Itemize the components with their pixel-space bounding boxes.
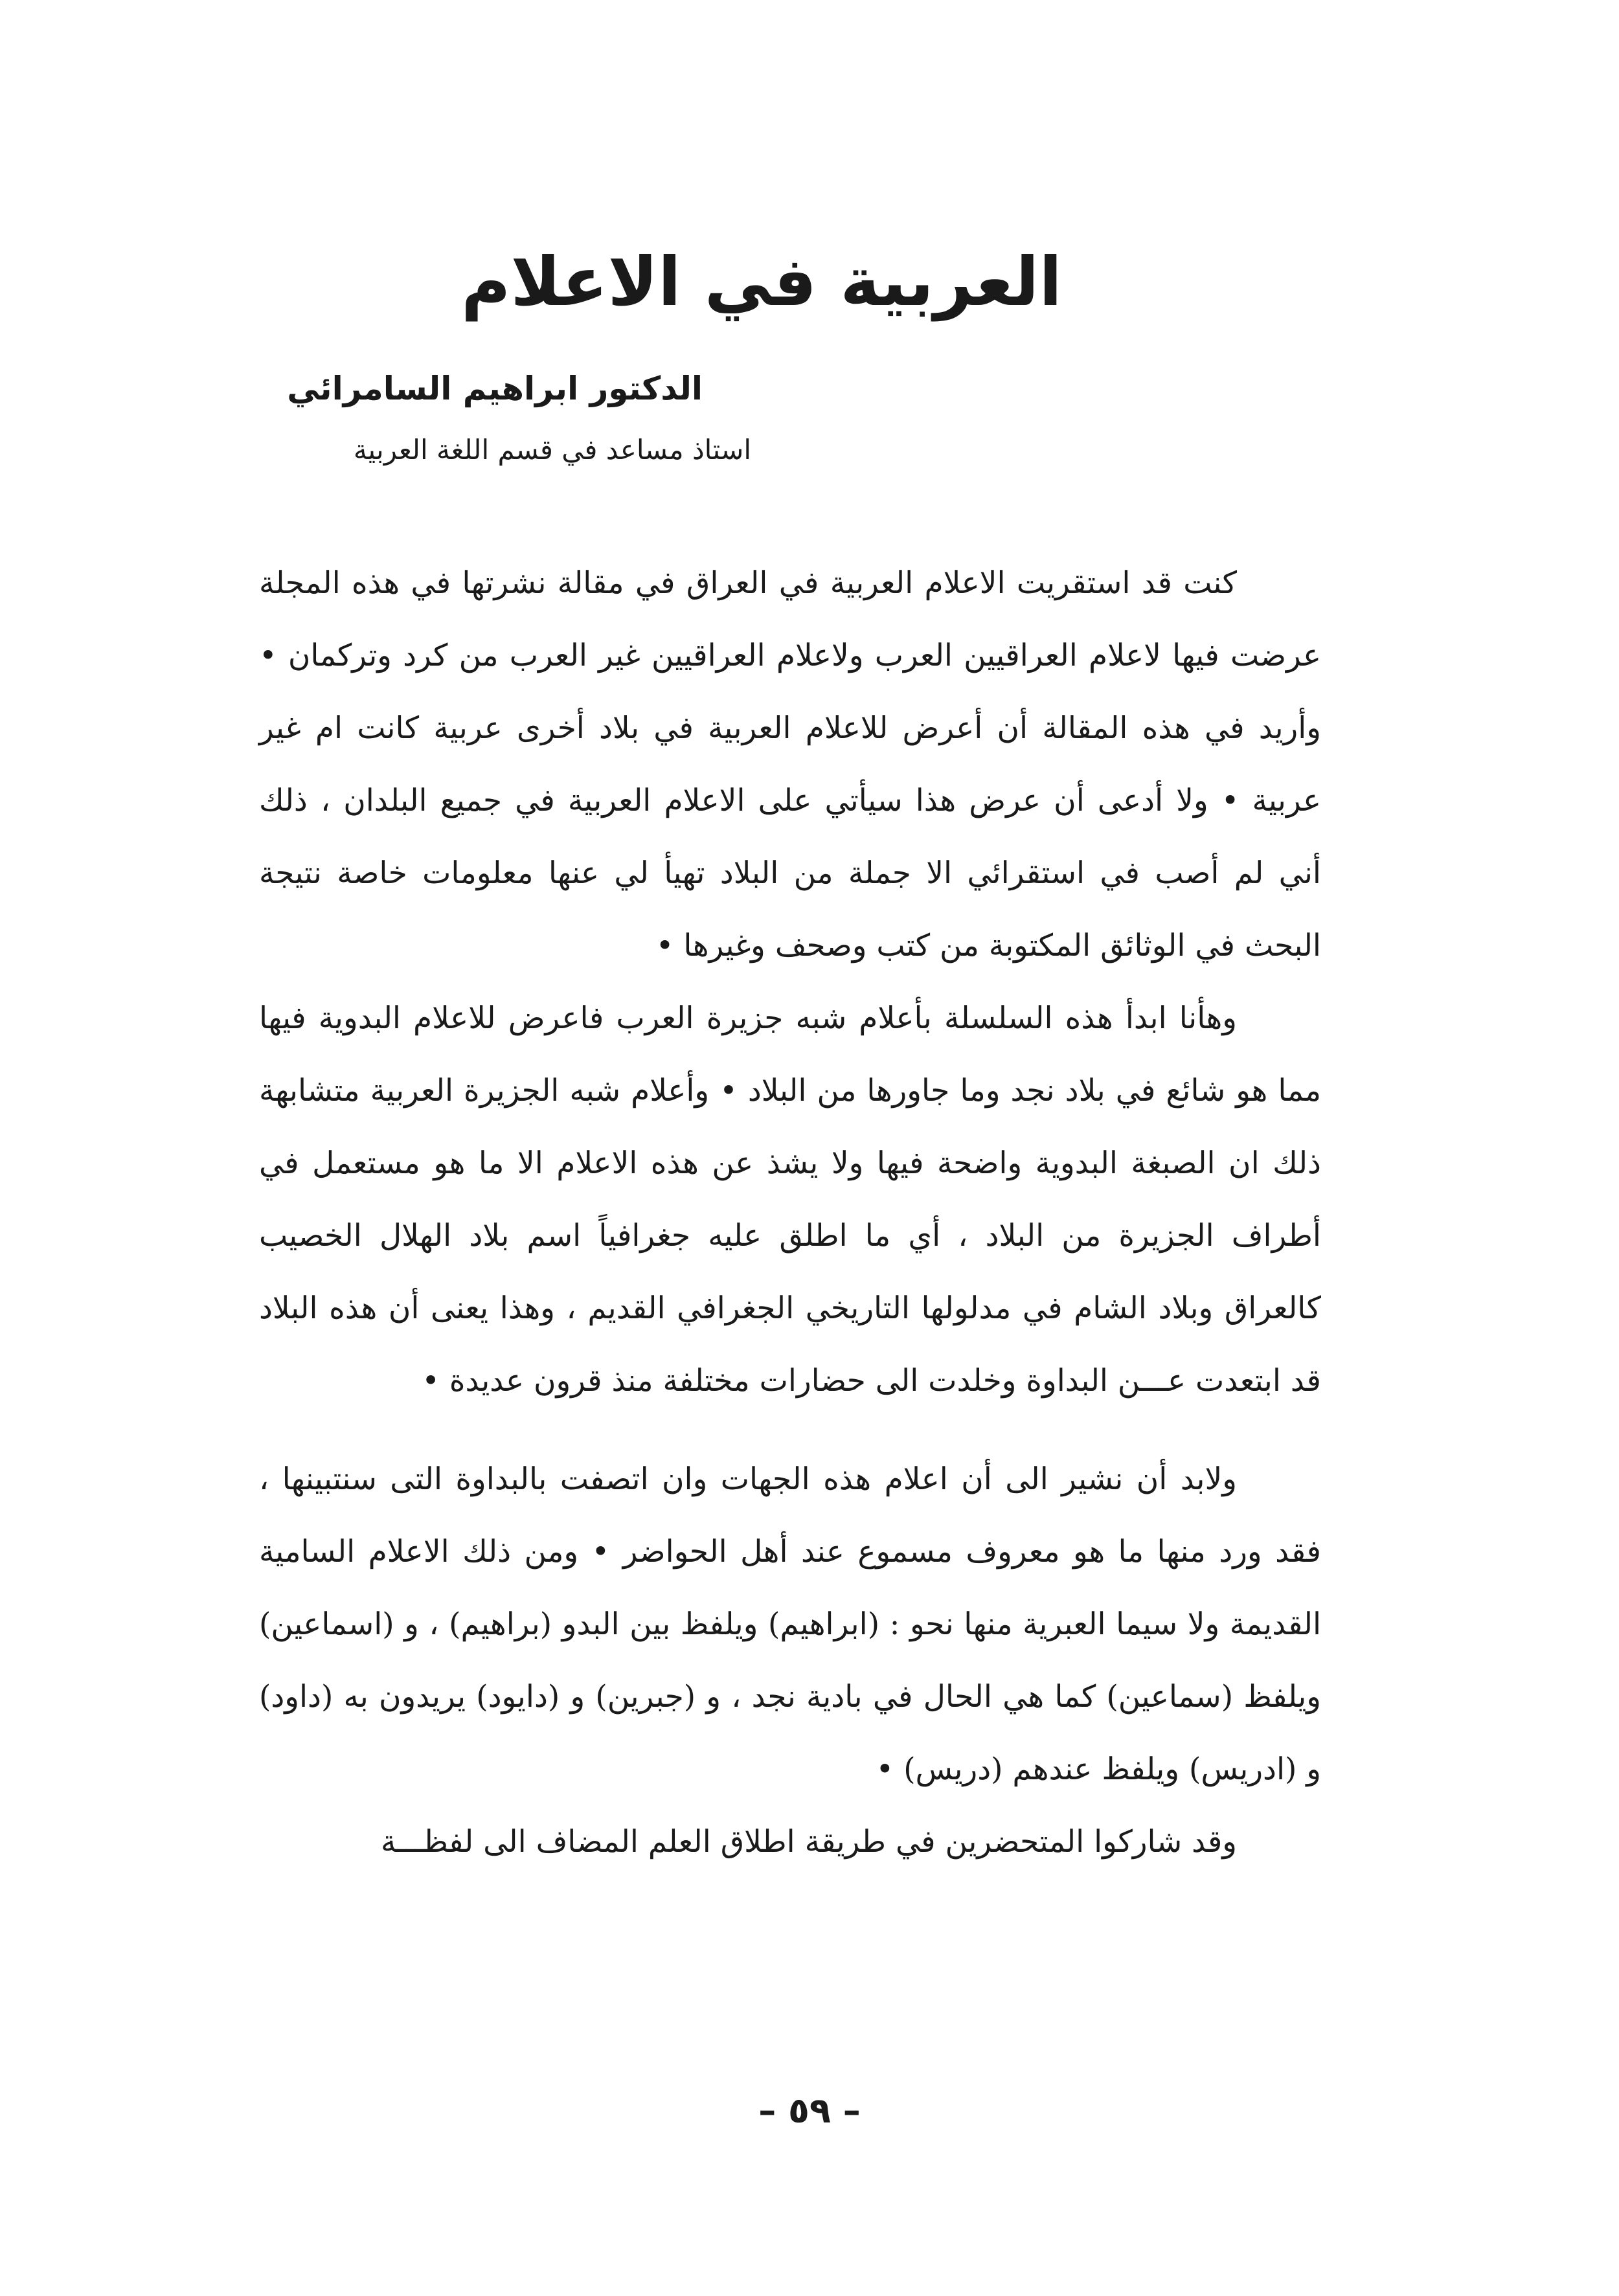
paragraph-1: كنت قد استقريت الاعلام العربية في العراق في مقالة نشرتها في هذه المجلة عرضت فيها لاعلام العراقيين العرب ولاعلام العراقيين غير العرب من كرد وتركمان • وأريد في هذه المقالة أن أعرض للاعلام العربية في بلاد أخرى عربية كانت ام غير عربية • ولا أدعى أن عرض هذا سيأتي على الاعلام العربية في جميع البلدان ، ذلك أني لم أصب في استقرائي الا جملة من البلاد تهيأ لي عنها معلومات خاصة نتيجة البحث في الوثائق المكتوبة من كتب وصحف وغيرها • (259, 565, 1321, 963)
paragraph-3: ولابد أن نشير الى أن اعلام هذه الجهات وان اتصفت بالبداوة التى سنتبينها ، فقد ورد منها ما هو معروف مسموع عند أهل الحواضر • ومن ذلك الاعلام السامية القديمة ولا سيما العبرية منها نحو : (ابراهيم) ويلفظ بين البدو (براهيم) ، و (اسماعين) ويلفظ (سماعين) كما هي الحال في بادية نجد ، و (جبرين) و (دايود) يريدون به (داود) و (ادريس) ويلفظ عندهم (دريس) • (259, 1461, 1321, 1787)
page-number: – ٥٩ – (758, 2090, 861, 2131)
author-name: الدكتور ابراهيم السامرائي (287, 370, 703, 407)
author-affiliation: استاذ مساعد في قسم اللغة العربية (353, 434, 751, 466)
article-body (259, 547, 1321, 1878)
article-title: العربية في الاعلام (461, 242, 1062, 321)
paragraph-4: وقد شاركوا المتحضرين في طريقة اطلاق العلم المضاف الى لفظـــة (381, 1824, 1237, 1860)
paragraph-2: وهأنا ابدأ هذه السلسلة بأعلام شبه جزيرة العرب فاعرض للاعلام البدوية فيها مما هو شائع في بلاد نجد وما جاورها من البلاد • وأعلام شبه الجزيرة العربية متشابهة ذلك ان الصبغة البدوية واضحة فيها ولا يشذ عن هذه الاعلام الا ما هو مستعمل في أطراف الجزيرة من البلاد ، أي ما اطلق عليه جغرافياً اسم بلاد الهلال الخصيب كالعراق وبلاد الشام في مدلولها التاريخي الجغرافي القديم ، وهذا يعنى أن هذه البلاد قد ابتعدت عـــن البداوة وخلدت الى حضارات مختلفة منذ قرون عديدة • (259, 1000, 1321, 1399)
